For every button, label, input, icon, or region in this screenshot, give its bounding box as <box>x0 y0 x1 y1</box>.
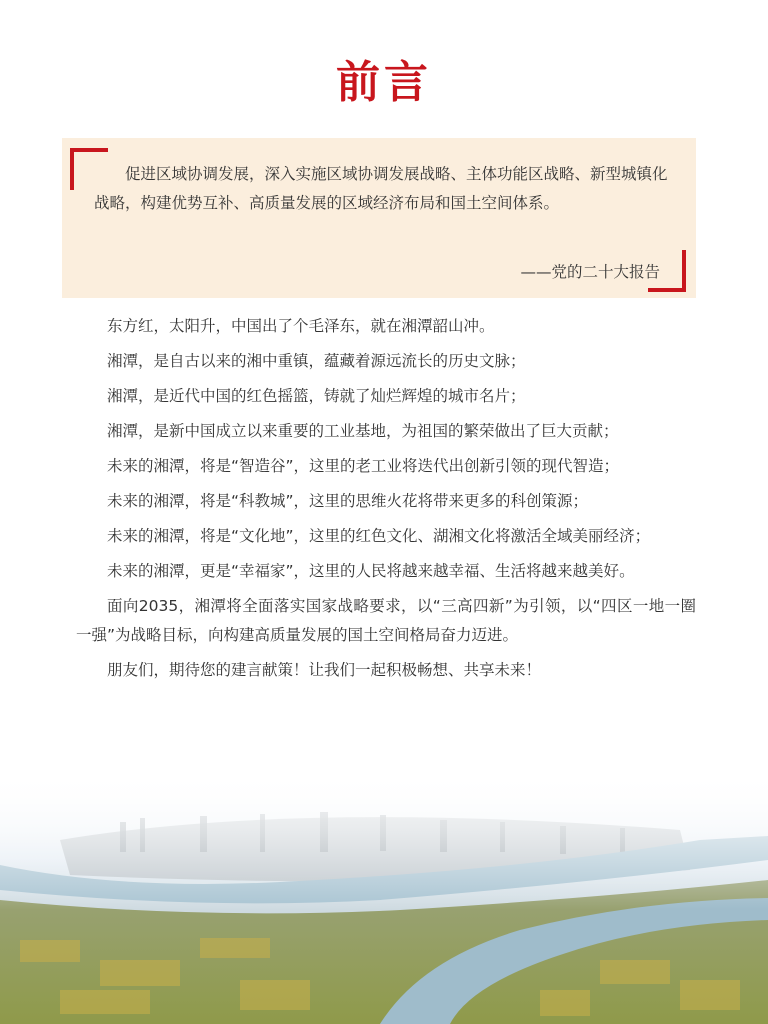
quote-source: ——党的二十大报告 <box>520 263 660 281</box>
paragraph: 未来的湘潭，将是“文化地”，这里的红色文化、湖湘文化将激活全域美丽经济； <box>107 527 651 545</box>
quote-box <box>62 138 696 298</box>
quote-corner-top-left-h <box>70 148 108 152</box>
paragraph: 湘潭，是近代中国的红色摇篮，铸就了灿烂辉煌的城市名片； <box>107 387 526 405</box>
quote-text: 促进区域协调发展，深入实施区域协调发展战略、主体功能区战略、新型城镇化战略，构建优势互补、高质量发展的区域经济布局和国土空间体系。 <box>94 165 668 212</box>
quote-corner-bottom-right <box>682 250 686 292</box>
quote-corner-bottom-right-h <box>648 288 686 292</box>
quote-corner-top-left <box>70 148 74 190</box>
paragraph: 东方红，太阳升，中国出了个毛泽东，就在湘潭韶山冲。 <box>107 317 495 335</box>
paragraph: 未来的湘潭，将是“科教城”，这里的思维火花将带来更多的科创策源； <box>107 492 589 510</box>
paragraph: 湘潭，是自古以来的湘中重镇，蕴藏着源远流长的历史文脉； <box>107 352 526 370</box>
page-title: 前言 <box>336 57 432 108</box>
preface-body <box>76 312 696 691</box>
paragraph: 湘潭，是新中国成立以来重要的工业基地，为祖国的繁荣做出了巨大贡献； <box>107 422 619 440</box>
paragraph: 朋友们，期待您的建言献策！让我们一起积极畅想、共享未来！ <box>107 661 542 679</box>
paragraph: 面向2035，湘潭将全面落实国家战略要求，以“三高四新”为引领，以“四区一地一圈一强”为战略目标，向构建高质量发展的国土空间格局奋力迈进。 <box>76 597 696 644</box>
city-aerial-photo <box>0 770 768 1024</box>
paragraph: 未来的湘潭，将是“智造谷”，这里的老工业将迭代出创新引领的现代智造； <box>107 457 620 475</box>
paragraph: 未来的湘潭，更是“幸福家”，这里的人民将越来越幸福、生活将越来越美好。 <box>107 562 635 580</box>
